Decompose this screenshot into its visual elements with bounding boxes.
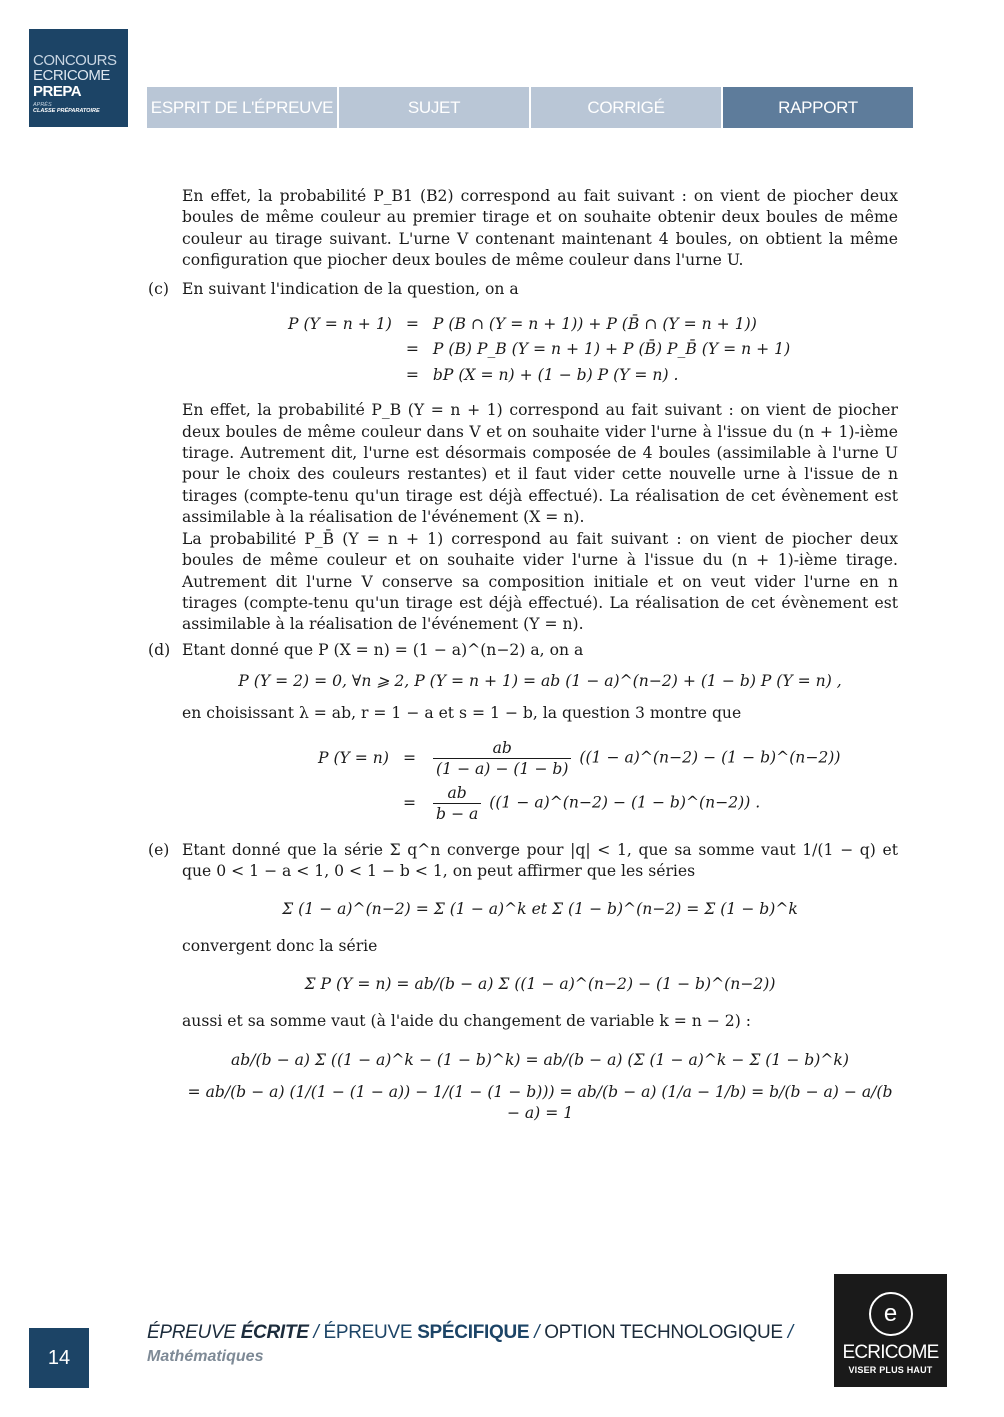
paragraph-e-aussi: aussi et sa somme vaut (à l'aide du changement de variable k = n − 2) : <box>182 1011 752 1030</box>
footer-sep-3: / <box>782 1322 793 1343</box>
eq-c-equals-1: = <box>405 315 419 334</box>
equation-d-result <box>318 736 840 826</box>
footer-line1 <box>147 1322 793 1344</box>
tab-corrige[interactable]: CORRIGÉ <box>531 87 721 128</box>
concours-logo <box>29 29 128 127</box>
eq-d-frac-2-den: b − a <box>436 804 479 823</box>
eq-d-frac-1 <box>433 738 571 779</box>
equation-e-final-1: ab/(b − a) Σ ((1 − a)^k − (1 − b)^k) = ab/(b − a) (Σ (1 − a)^k − Σ (1 − b)^k) <box>231 1051 849 1070</box>
eq-c-rhs-2: P (B) P_B (Y = n + 1) + P (B̄) P_B̄ (Y = n + 1) <box>432 340 791 359</box>
eq-d-frac-1-num: ab <box>433 738 571 759</box>
page-number: 14 <box>29 1328 89 1388</box>
footer-ecrite: ÉCRITE <box>240 1322 309 1343</box>
eq-c-lhs: P (Y = n + 1) <box>288 315 392 334</box>
paragraph-d-mid: en choisissant λ = ab, r = 1 − a et s = 1 − b, la question 3 montre que <box>182 703 742 722</box>
footer-sep-1: / <box>308 1322 324 1343</box>
eq-c-rhs-1: P (B ∩ (Y = n + 1)) + P (B̄ ∩ (Y = n + 1)) <box>432 315 757 334</box>
footer-subject: Mathématiques <box>147 1348 264 1365</box>
paragraph-c-2: La probabilité P_B̄ (Y = n + 1) correspond au fait suivant : on vient de piocher deux boules de même couleur et on souhaite vider l'urne à l'issue du (n + 1)-ième tirage. Autrement dit l'urne V conserve sa composition initiale et on veut vider l'urne en n tirages (compte-tenu qu'un tirage est déjà effectué). La réalisation de cet évènement est assimilable à la réalisation de l'événement (Y = n). <box>182 529 898 634</box>
equation-d: P (Y = 2) = 0, ∀n ⩾ 2, P (Y = n + 1) = ab (1 − a)^(n−2) + (1 − b) P (Y = n) , <box>238 672 842 691</box>
footer-text <box>147 1322 793 1366</box>
equation-e-sum: Σ P (Y = n) = ab/(b − a) Σ ((1 − a)^(n−2) − (1 − b)^(n−2)) <box>304 974 776 993</box>
brand-tagline: VISER PLUS HAUT <box>848 1365 933 1375</box>
tab-esprit[interactable]: ESPRIT DE L'ÉPREUVE <box>147 87 337 128</box>
tab-rapport[interactable]: RAPPORT <box>723 87 913 128</box>
logo-apres: APRÈS <box>33 102 52 108</box>
paragraph-c-1: En effet, la probabilité P_B (Y = n + 1) correspond au fait suivant : on vient de piocher deux boules de même couleur dans V et on souhaite vider l'urne à l'issue du (n + 1)-ième tirage. Autrement dit, l'urne est désormais composée de 4 boules (assimilable à l'urne U pour le choix des couleurs restantes) et il faut vider cette nouvelle urne à l'issue de n tirages (compte-tenu qu'un tirage est déjà effectué). La réalisation de cet évènement est assimilable à la réalisation de l'événement (X = n). <box>182 401 898 527</box>
footer-epreuve-2: ÉPREUVE <box>323 1322 418 1343</box>
equation-e-final-2: = ab/(b − a) (1/(1 − (1 − a)) − 1/(1 − (1 − b))) = ab/(b − a) (1/a − 1/b) = b/(b − a) − a/(b − a) = 1 <box>187 1082 893 1123</box>
item-c-intro: En suivant l'indication de la question, on a <box>182 279 519 298</box>
logo-concours: CONCOURS <box>33 52 117 69</box>
paragraph-b-continued: En effet, la probabilité P_B1 (B2) correspond au fait suivant : on vient de piocher deux boules de même couleur au premier tirage et on souhaite obtenir deux boules de même couleur au tirage suivant. L'urne V contenant maintenant 4 boules, on obtient la même configuration que piocher deux boules de même couleur dans l'urne U. <box>182 187 898 270</box>
ecricome-brand-logo <box>834 1274 947 1387</box>
equation-c <box>288 312 790 388</box>
footer-specifique: SPÉCIFIQUE <box>417 1322 530 1343</box>
eq-d-equals-1: = <box>402 748 417 767</box>
logo-ecricome: ECRICOME <box>33 67 110 84</box>
item-e <box>148 840 898 883</box>
item-c-label: (c) <box>148 279 169 298</box>
eq-d-frac-2 <box>433 783 481 824</box>
eq-d-tail-1: ((1 − a)^(n−2) − (1 − b)^(n−2)) <box>579 748 841 767</box>
section-tabs <box>147 87 915 128</box>
ecricome-e-icon: e <box>869 1292 913 1336</box>
footer-option: OPTION TECHNOLOGIQUE <box>544 1322 783 1343</box>
eq-d-equals-2: = <box>402 793 417 812</box>
eq-c-equals-3: = <box>405 365 419 384</box>
document-body <box>148 186 898 1135</box>
eq-d-tail-2: ((1 − a)^(n−2) − (1 − b)^(n−2)) . <box>489 793 761 812</box>
eq-d-lhs: P (Y = n) <box>318 748 389 767</box>
item-c <box>148 279 898 300</box>
eq-c-equals-2: = <box>405 340 419 359</box>
item-d-intro: Etant donné que P (X = n) = (1 − a)^(n−2) a, on a <box>182 640 584 659</box>
item-d <box>148 640 898 661</box>
item-e-intro: Etant donné que la série Σ q^n converge pour |q| < 1, que sa somme vaut 1/(1 − q) et que 0 < 1 − a < 1, 0 < 1 − b < 1, on peut affirmer que les séries <box>182 840 898 881</box>
item-d-label: (d) <box>148 640 171 659</box>
tab-sujet[interactable]: SUJET <box>339 87 529 128</box>
footer-sep-2: / <box>529 1322 545 1343</box>
logo-prepa: PREPA <box>33 83 82 100</box>
eq-c-rhs-3: bP (X = n) + (1 − b) P (Y = n) . <box>432 365 679 384</box>
brand-name: ECRICOME <box>842 1342 939 1363</box>
paragraph-e-conv: convergent donc la série <box>182 937 378 956</box>
eq-d-frac-1-den: (1 − a) − (1 − b) <box>436 759 569 778</box>
footer-epreuve: ÉPREUVE <box>147 1322 241 1343</box>
logo-classe: CLASSE PRÉPARATOIRE <box>33 108 100 114</box>
equation-e-series: Σ (1 − a)^(n−2) = Σ (1 − a)^k et Σ (1 − b)^(n−2) = Σ (1 − b)^k <box>282 899 798 918</box>
eq-d-frac-2-num: ab <box>433 783 481 804</box>
item-e-label: (e) <box>148 840 170 859</box>
